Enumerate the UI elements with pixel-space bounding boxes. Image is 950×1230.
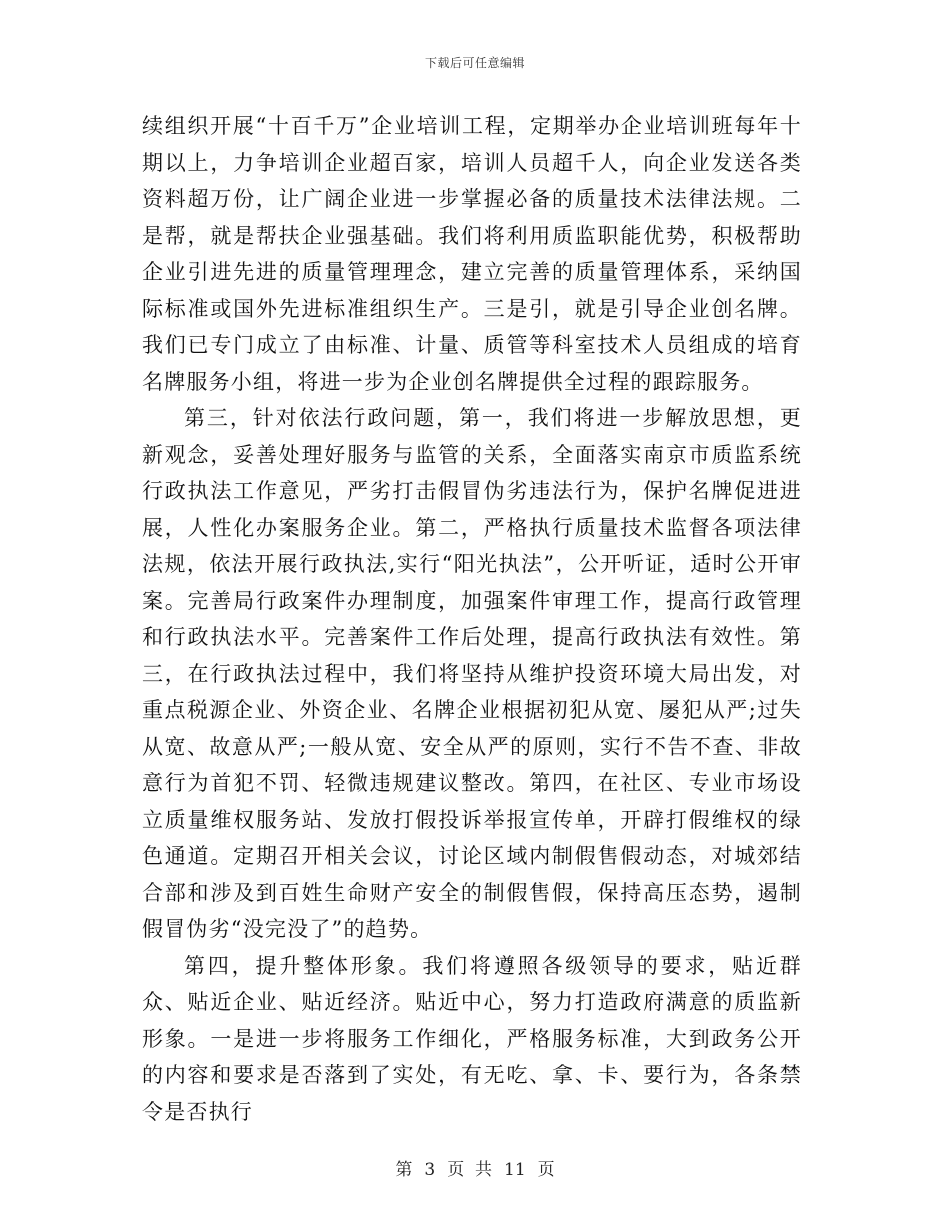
page-header: 下载后可任意编辑 — [424, 56, 525, 70]
footer-middle: 页 共 — [447, 1160, 492, 1180]
footer-prefix: 第 — [395, 1160, 413, 1180]
paragraph-continued: 续组织开展“十百千万”企业培训工程，定期举办企业培训班每年十期以上，力争培训企业超百家，培训人员超千人，向企业发送各类资料超万份，让广阔企业进一步掌握必备的质量技术法律法规。二是帮，就是帮扶企业强基础。我们将利用质监职能优势，积极帮助企业引进先进的质量管理理念，建立完善的质量管理体系，采纳国际标准或国外先进标准组织生产。三是引，就是引导企业创名牌。我们已专门成立了由标准、计量、质管等科室技术人员组成的培育名牌服务小组，将进一步为企业创名牌提供全过程的跟踪服务。 — [142, 114, 802, 394]
paragraph-fourth-point: 第四，提升整体形象。我们将遵照各级领导的要求，贴近群众、贴近企业、贴近经济。贴近中心，努力打造政府满意的质监新形象。一是进一步将服务工作细化，严格服务标准，大到政务公开的内容和要求是否落到了实处，有无吃、拿、卡、要行为，各条禁令是否执行 — [142, 953, 802, 1124]
paragraph-third-point: 第三，针对依法行政问题，第一，我们将进一步解放思想，更新观念，妥善处理好服务与监管的关系，全面落实南京市质监系统行政执法工作意见，严劣打击假冒伪劣违法行为，保护名牌促进进展，人性化办案服务企业。第二，严格执行质量技术监督各项法律法规，依法开展行政执法,实行“阳光执法”，公开听证，适时公开审案。完善局行政案件办理制度，加强案件审理工作，提高行政管理和行政执法水平。完善案件工作后处理，提高行政执法有效性。第三，在行政执法过程中，我们将坚持从维护投资环境大局出发，对重点税源企业、外资企业、名牌企业根据初犯从宽、屡犯从严;过失从宽、故意从严;一般从宽、安全从严的原则，实行不告不查、非故意行为首犯不罚、轻微违规建议整改。第四，在社区、专业市场设立质量维权服务站、发放打假投诉举报宣传单，开辟打假维权的绿色通道。定期召开相关会议，讨论区域内制假售假动态，对城郊结合部和涉及到百姓生命财产安全的制假售假，保持高压态势，遏制假冒伪劣“没完没了”的趋势。 — [142, 406, 802, 941]
page-footer — [0, 1155, 950, 1180]
footer-current-page: 3 — [424, 1160, 436, 1180]
footer-total-pages: 11 — [504, 1160, 526, 1180]
document-body — [142, 108, 802, 1130]
footer-suffix: 页 — [537, 1160, 555, 1180]
